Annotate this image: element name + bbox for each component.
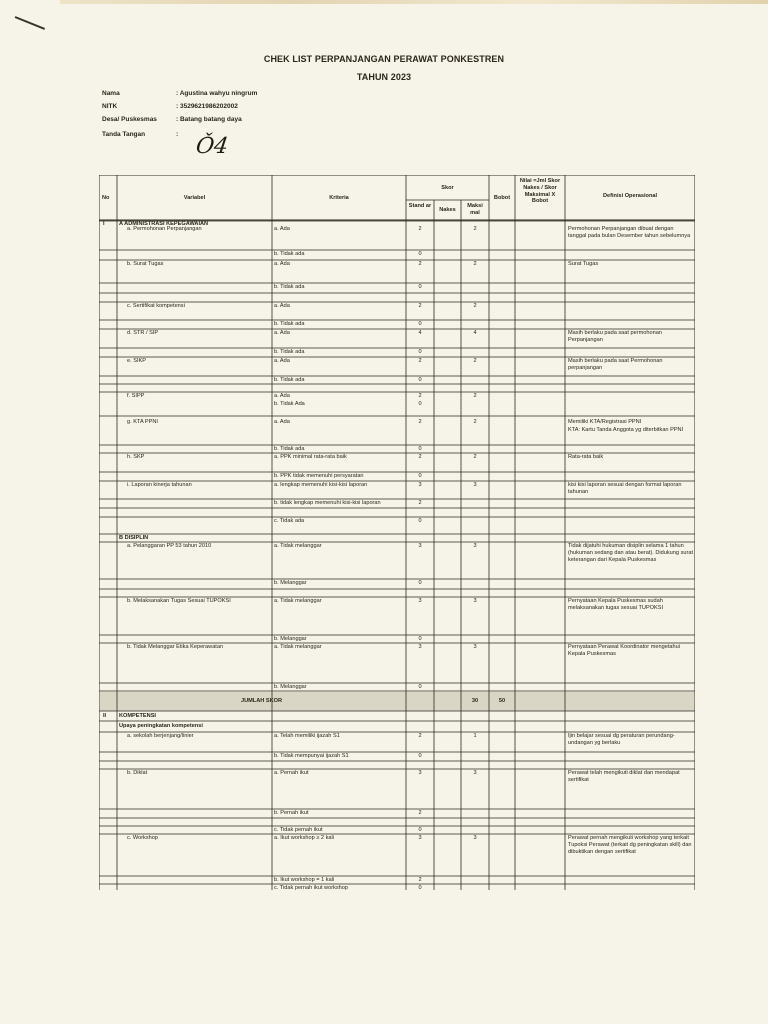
kriteria-cell: a. lengkap memenuhi kisi-kisi laporan bbox=[274, 482, 368, 488]
subsection-disiplin: B DISIPLIN bbox=[119, 535, 149, 541]
maksimal-cell: 3 bbox=[473, 482, 477, 488]
standar-cell: 3 bbox=[418, 598, 422, 604]
label-nitk: NITK bbox=[102, 103, 118, 110]
kriteria-cell: c. Tidak ada bbox=[274, 518, 305, 524]
kriteria-cell: a. Ada bbox=[274, 330, 290, 336]
header-no: No bbox=[102, 195, 110, 201]
standar-cell: 2 bbox=[418, 454, 422, 460]
section-1-label: A ADMINISTRASI KEPEGAWAIAN bbox=[119, 221, 209, 227]
standar-cell: 0 bbox=[418, 885, 422, 891]
kriteria-cell: a. Tidak melanggar bbox=[274, 598, 322, 604]
header-nilai: Nilai =Jml Skor Nakes / Skor Maksimal X Bobot bbox=[519, 178, 561, 205]
kriteria-cell: a. Ada bbox=[274, 419, 290, 425]
maksimal-cell: 2 bbox=[473, 358, 477, 364]
variabel-cell: g. KTA PPNI bbox=[127, 419, 158, 425]
variabel-cell: b. Tidak Melanggar Etika Keperawatan bbox=[127, 644, 224, 650]
maksimal-cell: 2 bbox=[473, 454, 477, 460]
maksimal-cell: 3 bbox=[473, 835, 477, 841]
pen-mark bbox=[15, 16, 45, 30]
kriteria-cell: a. Ada bbox=[274, 358, 290, 364]
maksimal-cell: 2 bbox=[473, 261, 477, 267]
variabel-cell: d. STR / SIP bbox=[127, 330, 159, 336]
variabel-cell: e. SIKP bbox=[127, 358, 146, 364]
maksimal-cell: 4 bbox=[473, 330, 477, 336]
kriteria-cell: b. tidak lengkap memenuhi kisi-kisi laporan bbox=[274, 500, 381, 506]
definisi-cell: Pernyataan Perawat Koordinator mengetahui Kepala Puskesmas bbox=[568, 644, 680, 657]
standar-cell: 0 bbox=[418, 284, 422, 290]
kriteria-cell: b. Tidak ada bbox=[274, 377, 305, 383]
kriteria-cell: b. Melanggar bbox=[274, 684, 307, 690]
signature: Ǒ4 bbox=[194, 134, 230, 159]
standar-cell: 2 bbox=[418, 226, 422, 232]
standar-cell: 0 bbox=[418, 321, 422, 327]
definisi-cell: Tidak dijatuhi hukuman disiplin selama 1 tahun (hukuman sedang dan atau berat). Didukung surat keterangan dari Kepala Puskesmas bbox=[568, 543, 694, 563]
definisi-cell: Masih berlaku pada saat Permohonan perpanjangan bbox=[568, 358, 663, 371]
standar-cell: 0 bbox=[418, 753, 422, 759]
variabel-cell: a. Permohonan Perpanjangan bbox=[127, 226, 202, 232]
standar-cell: 0 bbox=[418, 580, 422, 586]
standar-cell: 3 bbox=[418, 482, 422, 488]
kriteria-cell: b. Melanggar bbox=[274, 580, 307, 586]
standar-cell: 3 bbox=[418, 644, 422, 650]
definisi-cell: kisi kisi laporan sesuai dengan format laporan tahunan bbox=[568, 482, 682, 495]
kriteria-cell: b. Tidak ada bbox=[274, 349, 305, 355]
variabel-cell: b. Melaksanakan Tugas Sesuai TUPOKSI bbox=[127, 598, 231, 604]
header-bobot: Bobot bbox=[493, 195, 511, 201]
section-2-no: II bbox=[103, 713, 107, 719]
kriteria-cell: a. Pernah ikut bbox=[274, 770, 309, 776]
definisi-cell: Masih berlaku pada saat permohonan Perpanjangan bbox=[568, 330, 662, 343]
standar-cell: 2 bbox=[418, 500, 422, 506]
kriteria-cell: a. Tidak melanggar bbox=[274, 543, 322, 549]
header-variabel: Variabel bbox=[183, 195, 206, 201]
standar-cell: 3 bbox=[418, 835, 422, 841]
standar-cell: 3 bbox=[418, 770, 422, 776]
standar-cell: 2 bbox=[418, 419, 422, 425]
definisi-cell: Memiliki KTA/Registrasi PPNI bbox=[568, 419, 642, 425]
header-maksimal: Maksi mal bbox=[467, 203, 483, 216]
kriteria-cell: b. Tidak mempunyai ijazah S1 bbox=[274, 753, 349, 759]
kriteria-cell: b. Tidak ada bbox=[274, 284, 305, 290]
maksimal-cell: 2 bbox=[473, 226, 477, 232]
standar-cell: 0 bbox=[418, 446, 422, 452]
definisi-cell: Perawat telah mengikuti diklat dan mendapat sertifikat bbox=[568, 770, 680, 783]
variabel-cell: b. Surat Tugas bbox=[127, 261, 164, 267]
definisi-cell: Ijin belajar sesuai dg peraturan perundang-undangan yg berlaku bbox=[568, 733, 675, 746]
standar-cell: 0 bbox=[418, 636, 422, 642]
header-nakes: Nakes bbox=[439, 207, 456, 213]
kriteria-cell: b. Tidak ada bbox=[274, 321, 305, 327]
kriteria-cell: b. PPK tidak memenuhi persyaratan bbox=[274, 473, 364, 479]
variabel-cell: b. Diklat bbox=[127, 770, 148, 776]
kriteria-cell: a. PPK minimal rata-rata baik bbox=[274, 454, 347, 460]
standar-cell: 3 bbox=[418, 543, 422, 549]
definisi-cell: Permohonan Perpanjangan dibuat dengan tanggal pada bulan Desember tahun sebelumnya bbox=[568, 226, 691, 239]
kriteria-cell: a. Ada bbox=[274, 226, 290, 232]
kriteria-cell: b. Melanggar bbox=[274, 636, 307, 642]
kriteria-cell: a. Ada bbox=[274, 261, 290, 267]
subsection-upaya: Upaya peningkatan kompetensi bbox=[119, 723, 203, 729]
standar-cell: 0 bbox=[418, 473, 422, 479]
header-kriteria: Kriteria bbox=[329, 195, 349, 201]
standar-cell: 4 bbox=[418, 330, 422, 336]
variabel-cell: f. SIPP bbox=[127, 393, 145, 399]
standar-cell: 0 bbox=[418, 251, 422, 257]
maksimal-cell: 3 bbox=[473, 770, 477, 776]
checklist-table bbox=[99, 175, 695, 890]
variabel-cell: a. Pelanggaran PP 53 tahun 2010 bbox=[127, 543, 212, 549]
kriteria-cell: b. Tidak ada bbox=[274, 446, 305, 452]
maksimal-cell: 3 bbox=[473, 644, 477, 650]
label-nama: Nama bbox=[102, 90, 120, 97]
document-title: CHEK LIST PERPANJANGAN PERAWAT PONKESTREN bbox=[263, 54, 505, 64]
value-tanda-tangan: : bbox=[176, 131, 179, 138]
standar-cell: 0 bbox=[418, 684, 422, 690]
scan-edge bbox=[60, 0, 768, 4]
jumlah-skor-bobot: 50 bbox=[498, 698, 506, 704]
standar-cell: 0 bbox=[418, 349, 422, 355]
maksimal-cell: 2 bbox=[473, 393, 477, 399]
value-nama: : Agustina wahyu ningrum bbox=[176, 90, 258, 97]
maksimal-cell: 3 bbox=[473, 543, 477, 549]
standar-cell: 2 bbox=[418, 303, 422, 309]
variabel-cell: i. Laporan kinerja tahunan bbox=[127, 482, 192, 488]
kriteria-cell: a. Ada bbox=[274, 393, 290, 399]
standar-cell: 0 bbox=[418, 827, 422, 833]
maksimal-cell: 2 bbox=[473, 419, 477, 425]
jumlah-skor-max: 30 bbox=[471, 698, 479, 704]
standar-cell: 0 bbox=[418, 518, 422, 524]
jumlah-skor-label: JUMLAH SKOR bbox=[240, 698, 283, 704]
document-year: TAHUN 2023 bbox=[356, 72, 412, 82]
maksimal-cell: 1 bbox=[473, 733, 477, 739]
section-2-label: KOMPETENSI bbox=[119, 713, 156, 719]
variabel-cell: c. Workshop bbox=[127, 835, 158, 841]
standar-cell: 2 bbox=[418, 261, 422, 267]
definisi-cell: Pernyataan Kepala Puskesmas sudah melaksanakan tugas sesuai TUPOKSI bbox=[568, 598, 664, 611]
variabel-cell: c. Sertifikat kompetensi bbox=[127, 303, 185, 309]
standar-cell: 2 bbox=[418, 358, 422, 364]
kriteria-cell: c. Tidak pernah ikut bbox=[274, 827, 323, 833]
kriteria-cell: b. Ikut workshop = 1 kali bbox=[274, 877, 335, 883]
standar-cell: 0 bbox=[418, 377, 422, 383]
kriteria-cell: b. Pernah ikut bbox=[274, 810, 309, 816]
standar-cell: 2 bbox=[418, 810, 422, 816]
maksimal-cell: 2 bbox=[473, 303, 477, 309]
value-desa: : Batang batang daya bbox=[176, 116, 242, 123]
standar-cell: 2 bbox=[418, 877, 422, 883]
definisi-cell: Perawat pernah mengikuti workshop yang terkait Tupoksi Perawat (terkait dg peningkatan skill) dan dibuktikan dengan sertifikat bbox=[568, 835, 692, 855]
header-skor: Skor bbox=[441, 185, 454, 191]
definisi-cell: Surat Tugas bbox=[568, 261, 599, 267]
standar-cell: 2 bbox=[418, 733, 422, 739]
standar-cell: 0 bbox=[418, 401, 422, 407]
label-desa: Desa/ Puskesmas bbox=[102, 116, 157, 123]
kriteria-cell: a. Ikut workshop ≥ 2 kali bbox=[274, 835, 334, 841]
definisi-cell: Rata-rata baik bbox=[568, 454, 604, 460]
kriteria-cell: c. Tidak pernah ikut workshop bbox=[274, 885, 348, 891]
kriteria-cell: a. Ada bbox=[274, 303, 290, 309]
section-1-no: I bbox=[103, 221, 105, 227]
maksimal-cell: 3 bbox=[473, 598, 477, 604]
kriteria-cell: a. Tidak melanggar bbox=[274, 644, 322, 650]
definisi-cell: KTA: Kartu Tanda Anggota yg diterbitkan PPNI bbox=[568, 427, 684, 433]
standar-cell: 2 bbox=[418, 393, 422, 399]
header-definisi: Definisi Operasional bbox=[602, 193, 658, 199]
variabel-cell: h. SKP bbox=[127, 454, 145, 460]
variabel-cell: a. sekolah berjenjang/linier bbox=[127, 733, 194, 739]
kriteria-cell: a. Telah memiliki ijazah S1 bbox=[274, 733, 340, 739]
header-standar: Stand ar bbox=[408, 203, 432, 209]
kriteria-cell: b. Tidak ada bbox=[274, 251, 305, 257]
kriteria-cell: b. Tidak Ada bbox=[274, 401, 305, 407]
label-tanda-tangan: Tanda Tangan bbox=[102, 131, 146, 138]
value-nitk: : 3529621986202002 bbox=[176, 103, 238, 110]
